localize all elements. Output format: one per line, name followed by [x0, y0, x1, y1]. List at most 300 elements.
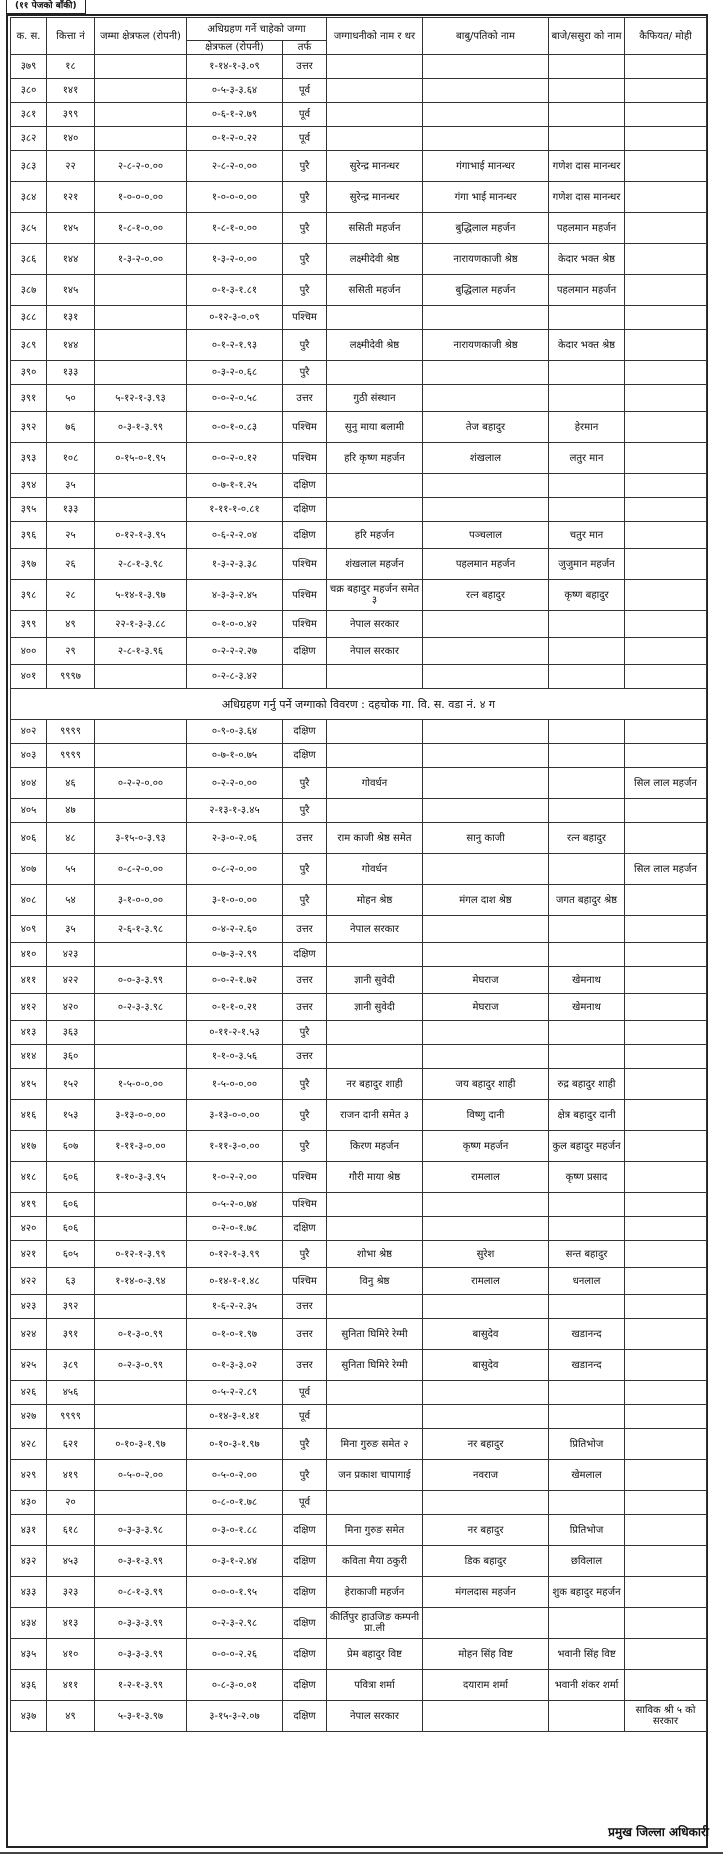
cell-owner: ज्ञानी सुवेदी — [327, 967, 423, 994]
cell-grandfather — [549, 474, 625, 498]
cell-side: उत्तर — [283, 994, 327, 1021]
cell-remarks — [625, 1460, 707, 1491]
cell-remarks — [625, 1491, 707, 1515]
cell-total-area — [95, 103, 187, 127]
continuation-tag: (११ पेजको बाँकी) — [6, 0, 86, 14]
cell-side: दक्षिण — [283, 1515, 327, 1546]
cell-grandfather: खेमनाथ — [549, 994, 625, 1021]
cell-grandfather: जुजुमान महर्जन — [549, 549, 625, 580]
cell-owner: लक्ष्मीदेवी श्रेष्ठ — [327, 330, 423, 361]
cell-remarks — [625, 580, 707, 611]
cell-grandfather: खडानन्द — [549, 1319, 625, 1350]
cell-sn: ४०१ — [11, 665, 47, 689]
table-row — [11, 854, 707, 885]
cell-sn: ४२६ — [11, 1381, 47, 1405]
cell-side: पुरै — [283, 1100, 327, 1131]
cell-grandfather: कृष्ण प्रसाद — [549, 1162, 625, 1193]
cell-owner: प्रेम बहादुर विष्ट — [327, 1639, 423, 1670]
cell-kitta: ५४ — [47, 885, 95, 916]
cell-grandfather: लतुर मान — [549, 443, 625, 474]
cell-total-area: १-८-१-०.०० — [95, 213, 187, 244]
cell-grandfather — [549, 103, 625, 127]
cell-grandfather: रत्न बहादुर — [549, 823, 625, 854]
table-row — [11, 768, 707, 799]
cell-total-area: ३-१३-०-०.०० — [95, 1100, 187, 1131]
table-row — [11, 1577, 707, 1608]
cell-side: उत्तर — [283, 385, 327, 412]
cell-father: नर बहादुर — [423, 1429, 549, 1460]
cell-sn: ४३५ — [11, 1639, 47, 1670]
cell-father — [423, 1045, 549, 1069]
cell-grandfather — [549, 665, 625, 689]
cell-remarks — [625, 330, 707, 361]
cell-acquire-area: ०-०-१-०.८३ — [187, 412, 283, 443]
cell-owner — [327, 1217, 423, 1241]
cell-sn: ४१० — [11, 943, 47, 967]
cell-side: दक्षिण — [283, 943, 327, 967]
cell-acquire-area: १-३-२-०.०० — [187, 244, 283, 275]
cell-father: सुरेश — [423, 1241, 549, 1268]
table-row — [11, 638, 707, 665]
cell-remarks — [625, 522, 707, 549]
cell-kitta: ६०६ — [47, 1162, 95, 1193]
cell-acquire-area: १-०-२-२.०० — [187, 1162, 283, 1193]
col-header-sn: क. स. — [11, 18, 47, 55]
cell-remarks — [625, 1670, 707, 1701]
cell-father — [423, 1021, 549, 1045]
cell-total-area: ०-५-०-२.०० — [95, 1460, 187, 1491]
cell-owner: विनु श्रेष्ठ — [327, 1268, 423, 1295]
cell-owner: गुठी संस्थान — [327, 385, 423, 412]
cell-sn: ४२७ — [11, 1405, 47, 1429]
cell-remarks — [625, 720, 707, 744]
cell-father: जय बहादुर शाही — [423, 1069, 549, 1100]
cell-side: पुरै — [283, 244, 327, 275]
cell-sn: ४१९ — [11, 1193, 47, 1217]
cell-grandfather — [549, 1701, 625, 1732]
table-row — [11, 1429, 707, 1460]
cell-father: तेज बहादुर — [423, 412, 549, 443]
cell-side — [283, 665, 327, 689]
cell-kitta: ३६० — [47, 1045, 95, 1069]
table-row — [11, 1515, 707, 1546]
cell-total-area: ०-३-१-३.९९ — [95, 412, 187, 443]
cell-owner: गोवर्धन — [327, 768, 423, 799]
cell-remarks — [625, 823, 707, 854]
cell-grandfather — [549, 638, 625, 665]
cell-remarks — [625, 385, 707, 412]
cell-grandfather: खडानन्द — [549, 1350, 625, 1381]
cell-acquire-area: ०-१-३-१.८१ — [187, 275, 283, 306]
cell-kitta: ४२२ — [47, 967, 95, 994]
table-row — [11, 720, 707, 744]
cell-sn: ४०५ — [11, 799, 47, 823]
cell-side: पूर्व — [283, 79, 327, 103]
cell-total-area — [95, 1217, 187, 1241]
cell-owner: हरि कृष्ण महर्जन — [327, 443, 423, 474]
table-row — [11, 522, 707, 549]
cell-kitta: ३९१ — [47, 1319, 95, 1350]
cell-total-area: ५-३-१-३.९७ — [95, 1701, 187, 1732]
table-row — [11, 1045, 707, 1069]
cell-acquire-area: १-६-२-२.३५ — [187, 1295, 283, 1319]
cell-owner: कविता मैया ठकुरी — [327, 1546, 423, 1577]
cell-acquire-area: ०-१४-३-१.४१ — [187, 1405, 283, 1429]
cell-grandfather: पहलमान महर्जन — [549, 213, 625, 244]
cell-side: उत्तर — [283, 1295, 327, 1319]
cell-owner: किरण महर्जन — [327, 1131, 423, 1162]
cell-grandfather — [549, 385, 625, 412]
cell-side: पुरै — [283, 885, 327, 916]
cell-grandfather: खेमलाल — [549, 1460, 625, 1491]
cell-side: उत्तर — [283, 1319, 327, 1350]
cell-kitta: ४९ — [47, 1701, 95, 1732]
cell-grandfather: जगत बहादुर श्रेष्ठ — [549, 885, 625, 916]
cell-father — [423, 385, 549, 412]
cell-father: रामलाल — [423, 1268, 549, 1295]
cell-total-area: ०-१५-०-१.९५ — [95, 443, 187, 474]
table-row — [11, 127, 707, 151]
table-row — [11, 1460, 707, 1491]
cell-total-area: ०-२-३-३.९८ — [95, 994, 187, 1021]
cell-kitta: ६१८ — [47, 1515, 95, 1546]
cell-kitta: ३९२ — [47, 1295, 95, 1319]
cell-remarks — [625, 412, 707, 443]
cell-owner: सुनु माया बलामी — [327, 412, 423, 443]
cell-grandfather: भवानी सिंह विष्ट — [549, 1639, 625, 1670]
cell-total-area: ०-१२-१-३.९५ — [95, 522, 187, 549]
cell-side: पश्चिम — [283, 443, 327, 474]
cell-remarks — [625, 1295, 707, 1319]
cell-side: पुरै — [283, 275, 327, 306]
table-row — [11, 1217, 707, 1241]
cell-total-area: ०-३-३-३.९८ — [95, 1515, 187, 1546]
cell-acquire-area: ०-३-०-१.८८ — [187, 1515, 283, 1546]
cell-grandfather — [549, 720, 625, 744]
cell-kitta: १४५ — [47, 213, 95, 244]
cell-remarks — [625, 1577, 707, 1608]
cell-acquire-area: ०-२-०-१.७८ — [187, 1217, 283, 1241]
cell-acquire-area: १-०-०-०.०० — [187, 182, 283, 213]
cell-sn: ४२३ — [11, 1295, 47, 1319]
cell-grandfather: कृष्ण बहादुर — [549, 580, 625, 611]
cell-acquire-area: ३-१३-०-०.०० — [187, 1100, 283, 1131]
cell-side: पुरै — [283, 151, 327, 182]
cell-total-area: ०-३-१-३.९९ — [95, 1546, 187, 1577]
cell-sn: ४३२ — [11, 1546, 47, 1577]
cell-remarks — [625, 1350, 707, 1381]
cell-acquire-area: ०-९-०-३.६४ — [187, 720, 283, 744]
cell-total-area: १-११-३-०.०० — [95, 1131, 187, 1162]
cell-owner — [327, 127, 423, 151]
cell-acquire-area: ०-१-०-१.९७ — [187, 1319, 283, 1350]
cell-owner: नर बहादुर शाही — [327, 1069, 423, 1100]
cell-owner: नेपाल सरकार — [327, 916, 423, 943]
cell-grandfather — [549, 916, 625, 943]
cell-acquire-area: ०-१-२-०.२२ — [187, 127, 283, 151]
cell-kitta: २८ — [47, 580, 95, 611]
cell-grandfather — [549, 768, 625, 799]
cell-owner: सुरेन्द्र मानन्धर — [327, 182, 423, 213]
cell-father — [423, 1381, 549, 1405]
cell-kitta: १४१ — [47, 79, 95, 103]
cell-kitta: ९९९७ — [47, 665, 95, 689]
cell-owner — [327, 1381, 423, 1405]
cell-acquire-area: ०-५-२-०.७४ — [187, 1193, 283, 1217]
cell-grandfather — [549, 79, 625, 103]
cell-total-area: ०-२-२-०.०० — [95, 768, 187, 799]
cell-sn: ४२५ — [11, 1350, 47, 1381]
cell-kitta: ७६ — [47, 412, 95, 443]
cell-sn: ३८० — [11, 79, 47, 103]
cell-total-area — [95, 1381, 187, 1405]
table-row — [11, 213, 707, 244]
table-row — [11, 1639, 707, 1670]
cell-acquire-area: १-११-३-०.०० — [187, 1131, 283, 1162]
cell-side: उत्तर — [283, 1350, 327, 1381]
cell-total-area: ५-१४-१-३.९७ — [95, 580, 187, 611]
cell-grandfather: गणेश दास मानन्धर — [549, 182, 625, 213]
cell-grandfather — [549, 943, 625, 967]
cell-remarks — [625, 1319, 707, 1350]
cell-side: पुरै — [283, 182, 327, 213]
cell-remarks — [625, 79, 707, 103]
cell-remarks — [625, 1131, 707, 1162]
cell-total-area: ०-१२-१-३.९९ — [95, 1241, 187, 1268]
cell-side: उत्तर — [283, 1045, 327, 1069]
table-row — [11, 103, 707, 127]
signature-title: प्रमुख जिल्ला अधिकारी — [608, 1825, 709, 1839]
cell-kitta: १५३ — [47, 1100, 95, 1131]
cell-remarks — [625, 943, 707, 967]
cell-owner: शंखलाल महर्जन — [327, 549, 423, 580]
cell-owner — [327, 665, 423, 689]
cell-acquire-area: ०-१४-१-१.४८ — [187, 1268, 283, 1295]
cell-acquire-area: ०-७-१-१.२५ — [187, 474, 283, 498]
table-row — [11, 1491, 707, 1515]
cell-total-area — [95, 55, 187, 79]
cell-acquire-area: ०-३-२-०.६८ — [187, 361, 283, 385]
cell-father: विष्णु दानी — [423, 1100, 549, 1131]
table-row — [11, 744, 707, 768]
table-row — [11, 611, 707, 638]
table-row — [11, 1701, 707, 1732]
cell-side: उत्तर — [283, 967, 327, 994]
table-row — [11, 306, 707, 330]
cell-sn: ३८३ — [11, 151, 47, 182]
cell-father — [423, 498, 549, 522]
cell-father — [423, 1405, 549, 1429]
cell-grandfather — [549, 498, 625, 522]
cell-kitta: ३६३ — [47, 1021, 95, 1045]
table-row — [11, 580, 707, 611]
cell-father: मेघराज — [423, 967, 549, 994]
cell-acquire-area: ०-१२-१-३.९९ — [187, 1241, 283, 1268]
cell-kitta: २६ — [47, 549, 95, 580]
table-row — [11, 498, 707, 522]
cell-side: पुरै — [283, 1241, 327, 1268]
cell-grandfather: क्षेत्र बहादुर दानी — [549, 1100, 625, 1131]
cell-grandfather: शुक बहादुर महर्जन — [549, 1577, 625, 1608]
cell-acquire-area: ०-६-२-२.०४ — [187, 522, 283, 549]
cell-acquire-area: २-८-२-०.०० — [187, 151, 283, 182]
cell-father — [423, 854, 549, 885]
cell-kitta: ४६ — [47, 768, 95, 799]
cell-acquire-area: १-५-०-०.०० — [187, 1069, 283, 1100]
table-row — [11, 823, 707, 854]
cell-grandfather — [549, 611, 625, 638]
cell-acquire-area: ०-५-०-२.०० — [187, 1460, 283, 1491]
cell-sn: ४२८ — [11, 1429, 47, 1460]
cell-kitta: ४१९ — [47, 1460, 95, 1491]
cell-side: पुरै — [283, 361, 327, 385]
cell-father: गंगा भाई मानन्धर — [423, 182, 549, 213]
cell-side: पुरै — [283, 1069, 327, 1100]
cell-owner: मिना गुरुङ समेत २ — [327, 1429, 423, 1460]
cell-owner: ससिती महर्जन — [327, 275, 423, 306]
cell-kitta: ६२१ — [47, 1429, 95, 1460]
cell-grandfather — [549, 1295, 625, 1319]
cell-acquire-area: ०-१०-३-१.९७ — [187, 1429, 283, 1460]
cell-kitta: ३९९ — [47, 103, 95, 127]
cell-father: बासुदेव — [423, 1350, 549, 1381]
cell-father: बासुदेव — [423, 1319, 549, 1350]
cell-kitta: ३५ — [47, 474, 95, 498]
cell-remarks — [625, 55, 707, 79]
cell-remarks — [625, 498, 707, 522]
cell-owner: राम काजी श्रेष्ठ समेत — [327, 823, 423, 854]
table-row — [11, 1295, 707, 1319]
cell-kitta: ६०७ — [47, 1131, 95, 1162]
cell-owner: नेपाल सरकार — [327, 1701, 423, 1732]
cell-total-area: ५-१२-१-३.९३ — [95, 385, 187, 412]
cell-sn: ३९१ — [11, 385, 47, 412]
table-row — [11, 361, 707, 385]
table-row — [11, 1100, 707, 1131]
cell-kitta: ६३ — [47, 1268, 95, 1295]
cell-side: पूर्व — [283, 1405, 327, 1429]
cell-side: दक्षिण — [283, 498, 327, 522]
cell-remarks — [625, 744, 707, 768]
cell-sn: ४२९ — [11, 1460, 47, 1491]
cell-remarks — [625, 1162, 707, 1193]
cell-side: पुरै — [283, 1460, 327, 1491]
cell-total-area — [95, 498, 187, 522]
cell-acquire-area: ०-८-३-०.०१ — [187, 1670, 283, 1701]
cell-grandfather — [549, 306, 625, 330]
cell-owner: चक्र बहादुर महर्जन समेत ३ — [327, 580, 423, 611]
cell-sn: ३८४ — [11, 182, 47, 213]
cell-total-area: ०-१०-३-१.९७ — [95, 1429, 187, 1460]
table-row — [11, 275, 707, 306]
cell-side: दक्षिण — [283, 1217, 327, 1241]
cell-side: पुरै — [283, 1021, 327, 1045]
cell-total-area: ०-३-३-३.९९ — [95, 1608, 187, 1639]
cell-total-area — [95, 1193, 187, 1217]
cell-total-area: १-०-०-०.०० — [95, 182, 187, 213]
table-row — [11, 967, 707, 994]
col-header-acquire-area: क्षेत्रफल (रोपनी) — [187, 41, 283, 55]
cell-owner: पवित्रा शर्मा — [327, 1670, 423, 1701]
cell-sn: ४०६ — [11, 823, 47, 854]
cell-side: उत्तर — [283, 823, 327, 854]
cell-sn: ४१४ — [11, 1045, 47, 1069]
cell-grandfather: कुल बहादुर महर्जन — [549, 1131, 625, 1162]
table-row — [11, 412, 707, 443]
cell-owner — [327, 744, 423, 768]
cell-kitta: ४५३ — [47, 1546, 95, 1577]
table-row — [11, 244, 707, 275]
cell-total-area: ०-८-२-०.०० — [95, 854, 187, 885]
cell-father: नारायणकाजी श्रेष्ठ — [423, 244, 549, 275]
cell-acquire-area: ०-१-१-०.२१ — [187, 994, 283, 1021]
table-row — [11, 1131, 707, 1162]
cell-kitta: ६०६ — [47, 1193, 95, 1217]
cell-acquire-area: ०-०-२-१.७२ — [187, 967, 283, 994]
cell-remarks — [625, 1241, 707, 1268]
land-acquisition-table — [10, 17, 707, 1732]
cell-father: पञ्चलाल — [423, 522, 549, 549]
table-row — [11, 1405, 707, 1429]
cell-remarks: सिल लाल महर्जन — [625, 854, 707, 885]
cell-grandfather — [549, 1405, 625, 1429]
cell-grandfather — [549, 744, 625, 768]
cell-sn: ४११ — [11, 967, 47, 994]
cell-acquire-area: ०-४-२-२.६० — [187, 916, 283, 943]
cell-total-area — [95, 361, 187, 385]
cell-father — [423, 127, 549, 151]
cell-remarks — [625, 1381, 707, 1405]
cell-remarks — [625, 1193, 707, 1217]
cell-remarks — [625, 1045, 707, 1069]
cell-owner — [327, 474, 423, 498]
cell-side: पुरै — [283, 330, 327, 361]
cell-kitta: ४५६ — [47, 1381, 95, 1405]
cell-sn: ३९० — [11, 361, 47, 385]
cell-owner: मोहन श्रेष्ठ — [327, 885, 423, 916]
cell-father — [423, 1608, 549, 1639]
cell-total-area: ०-२-३-०.९९ — [95, 1350, 187, 1381]
cell-acquire-area: ०-०-२-०.१२ — [187, 443, 283, 474]
cell-father: सानु काजी — [423, 823, 549, 854]
cell-father — [423, 1295, 549, 1319]
cell-father: मोहन सिंह विष्ट — [423, 1639, 549, 1670]
cell-acquire-area: ०-६-१-२.७९ — [187, 103, 283, 127]
col-header-remarks: कैफियत/ मोही — [625, 18, 707, 55]
cell-father: बुद्धिलाल महर्जन — [423, 275, 549, 306]
cell-total-area — [95, 799, 187, 823]
cell-owner: सुरेन्द्र मानन्धर — [327, 151, 423, 182]
cell-father: बुद्धिलाल महर्जन — [423, 213, 549, 244]
cell-father — [423, 665, 549, 689]
cell-acquire-area: ०-५-३-३.६४ — [187, 79, 283, 103]
cell-total-area: ०-८-१-३.९९ — [95, 1577, 187, 1608]
cell-total-area — [95, 720, 187, 744]
cell-total-area: २-८-२-०.०० — [95, 151, 187, 182]
col-header-grandfather: बाजे/ससुरा को नाम — [549, 18, 625, 55]
cell-kitta: १८ — [47, 55, 95, 79]
cell-father: कृष्ण महर्जन — [423, 1131, 549, 1162]
cell-sn: ४२१ — [11, 1241, 47, 1268]
cell-total-area — [95, 1405, 187, 1429]
cell-remarks — [625, 1639, 707, 1670]
cell-grandfather: केदार भक्त श्रेष्ठ — [549, 330, 625, 361]
cell-sn: ४०० — [11, 638, 47, 665]
cell-remarks: सिल लाल महर्जन — [625, 768, 707, 799]
cell-total-area: २-८-१-३.९६ — [95, 638, 187, 665]
cell-owner — [327, 498, 423, 522]
cell-owner — [327, 1405, 423, 1429]
